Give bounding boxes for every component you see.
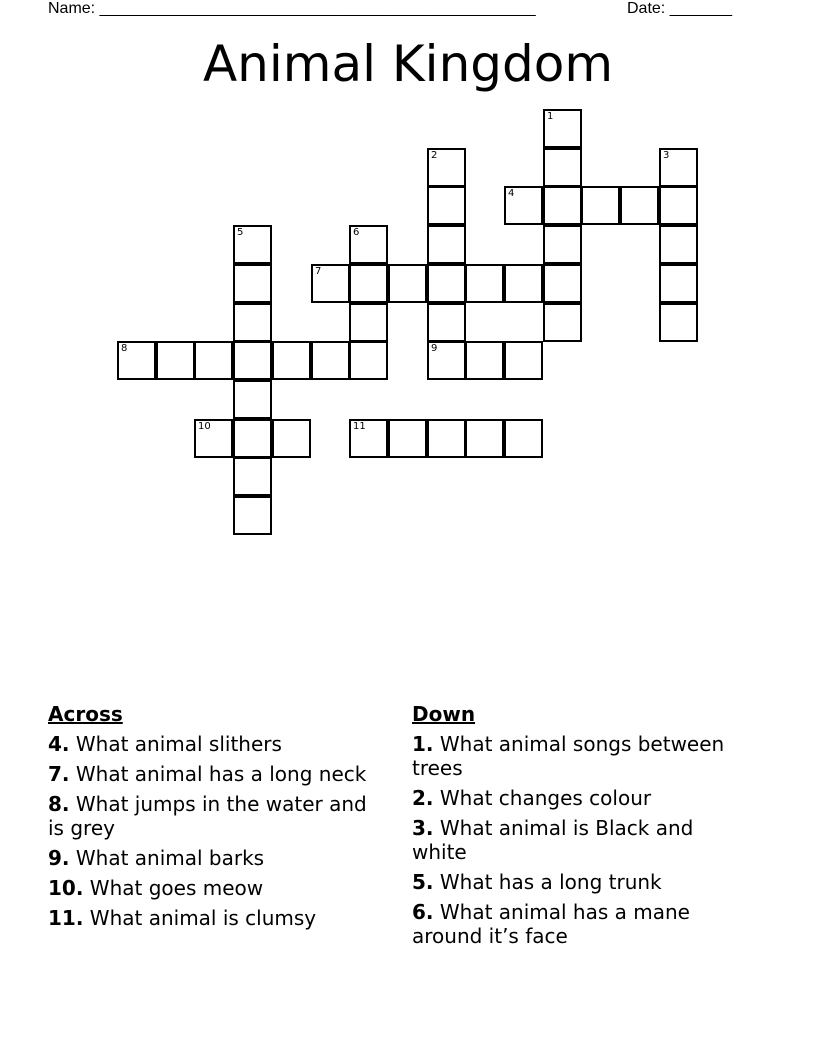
grid-cell[interactable] [427, 419, 466, 458]
clue-down-item [412, 900, 742, 948]
clue-across-item [48, 762, 378, 786]
cell-number: 11 [353, 421, 366, 432]
cell-number: 9 [431, 343, 438, 354]
grid-cell[interactable] [349, 419, 388, 458]
grid-cell[interactable] [659, 148, 698, 187]
clue-text: What animal songs between trees [412, 732, 725, 780]
cell-number: 10 [198, 421, 211, 432]
clue-down-item [412, 816, 742, 864]
grid-cell[interactable] [194, 419, 233, 458]
clue-down-item [412, 786, 742, 810]
grid-cell[interactable] [427, 148, 466, 187]
grid-cell[interactable] [388, 264, 427, 303]
grid-cell[interactable] [659, 264, 698, 303]
grid-cell[interactable] [233, 341, 272, 380]
clue-number: 6. [412, 900, 434, 924]
down-heading: Down [412, 702, 476, 726]
page-title: Animal Kingdom [202, 35, 614, 93]
grid-cell[interactable] [659, 303, 698, 342]
grid-cell[interactable] [349, 303, 388, 342]
grid-cell[interactable] [504, 186, 543, 225]
clue-number: 2. [412, 786, 434, 810]
grid-cell[interactable] [233, 380, 272, 419]
grid-cell[interactable] [233, 264, 272, 303]
down-clues [412, 702, 742, 954]
clue-number: 9. [48, 846, 70, 870]
grid-cell[interactable] [272, 341, 311, 380]
grid-cell[interactable] [311, 264, 350, 303]
clue-number: 8. [48, 792, 70, 816]
grid-cell[interactable] [427, 303, 466, 342]
clue-text: What jumps in the water and is grey [48, 792, 367, 840]
cell-number: 5 [237, 227, 244, 238]
date-field-label: Date: _______ [627, 0, 732, 17]
grid-cell[interactable] [581, 186, 620, 225]
grid-cell[interactable] [427, 264, 466, 303]
grid-cell[interactable] [543, 186, 582, 225]
grid-cell[interactable] [272, 419, 311, 458]
clue-number: 5. [412, 870, 434, 894]
clue-text: What animal barks [75, 846, 265, 870]
grid-cell[interactable] [233, 303, 272, 342]
clue-across-item [48, 906, 378, 930]
grid-cell[interactable] [504, 341, 543, 380]
grid-cell[interactable] [311, 341, 350, 380]
grid-cell[interactable] [543, 264, 582, 303]
grid-cell[interactable] [233, 457, 272, 496]
clue-text: What changes colour [439, 786, 652, 810]
grid-cell[interactable] [659, 225, 698, 264]
grid-cell[interactable] [233, 496, 272, 535]
clue-number: 3. [412, 816, 434, 840]
grid-cell[interactable] [233, 225, 272, 264]
clue-text: What animal has a long neck [75, 762, 367, 786]
cell-number: 8 [121, 343, 128, 354]
cell-number: 6 [353, 227, 360, 238]
clue-text: What animal is clumsy [89, 906, 317, 930]
grid-cell[interactable] [543, 148, 582, 187]
grid-cell[interactable] [427, 225, 466, 264]
cell-number: 4 [508, 188, 515, 199]
cell-number: 1 [547, 111, 554, 122]
grid-cell[interactable] [543, 109, 582, 148]
grid-cell[interactable] [194, 341, 233, 380]
clue-number: 4. [48, 732, 70, 756]
name-field-label: Name: _________________________________________________ [48, 0, 536, 17]
clue-text: What animal slithers [75, 732, 282, 756]
grid-cell[interactable] [349, 264, 388, 303]
clue-across-item [48, 792, 378, 840]
grid-cell[interactable] [349, 341, 388, 380]
across-clues [48, 702, 378, 936]
grid-cell[interactable] [465, 341, 504, 380]
grid-cell[interactable] [388, 419, 427, 458]
grid-cell[interactable] [156, 341, 195, 380]
grid-cell[interactable] [543, 303, 582, 342]
grid-cell[interactable] [117, 341, 156, 380]
clue-across-item [48, 732, 378, 756]
clue-number: 7. [48, 762, 70, 786]
grid-cell[interactable] [427, 341, 466, 380]
grid-cell[interactable] [504, 264, 543, 303]
across-heading: Across [48, 702, 123, 726]
cell-number: 2 [431, 150, 438, 161]
grid-cell[interactable] [659, 186, 698, 225]
clue-text: What animal is Black and white [412, 816, 694, 864]
grid-cell[interactable] [349, 225, 388, 264]
cell-number: 3 [663, 150, 670, 161]
clue-across-item [48, 846, 378, 870]
grid-cell[interactable] [427, 186, 466, 225]
grid-cell[interactable] [465, 419, 504, 458]
grid-cell[interactable] [543, 225, 582, 264]
clue-number: 1. [412, 732, 434, 756]
clue-text: What animal has a mane around it’s face [412, 900, 690, 948]
grid-cell[interactable] [620, 186, 659, 225]
clue-across-item [48, 876, 378, 900]
cell-number: 7 [315, 266, 322, 277]
grid-cell[interactable] [233, 419, 272, 458]
clue-number: 11. [48, 906, 84, 930]
grid-cell[interactable] [465, 264, 504, 303]
clue-text: What goes meow [89, 876, 264, 900]
clue-number: 10. [48, 876, 84, 900]
clue-text: What has a long trunk [439, 870, 662, 894]
grid-cell[interactable] [504, 419, 543, 458]
clue-down-item [412, 732, 742, 780]
clue-down-item [412, 870, 742, 894]
